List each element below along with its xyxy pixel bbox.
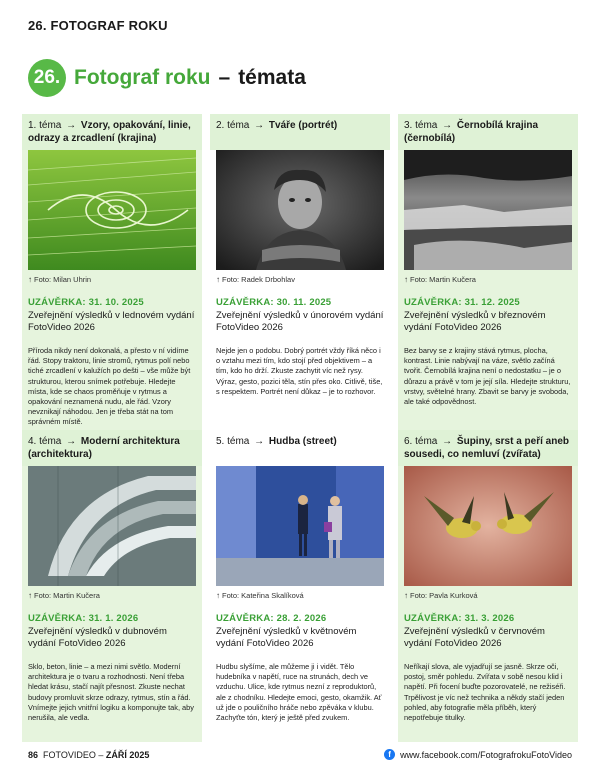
theme-heading: 6. téma → Šupiny, srst a peří aneb sousedi, co nemluví (zvířata) [398,430,578,466]
deadline: UZÁVĚRKA: 31. 1. 2026 [28,613,139,624]
deadline: UZÁVĚRKA: 31. 10. 2025 [28,297,144,308]
theme-heading: 5. téma → Hudba (street) [210,430,390,466]
title-dash: – [218,66,231,89]
deadline: UZÁVĚRKA: 28. 2. 2026 [216,613,327,624]
arrow-up-icon: ↑ [28,591,32,600]
photo-portrait [216,150,384,270]
footer-page-info: 86 FOTOVIDEO – ZÁŘÍ 2025 [28,750,150,760]
results-info: Zveřejnění výsledků v březnovém vydání FotoVideo 2026 [404,310,546,333]
results-info: Zveřejnění výsledků v květnovém vydání FotoVideo 2026 [216,626,357,649]
theme-description: Neříkají slova, ale vyjadřují se jasně. Skrze oči, postoj, směr pohledu. Zvířata v sobě nesou klid i napětí. Při focení buďte pozorovatelé, ne režiséři. Trpělivost je víc než technika a někdy stačí jeden pohled, aby fotografie měla příběh, který nepotřebuje titulky. [404,662,566,723]
theme-card-4 [22,430,202,742]
deadline: UZÁVĚRKA: 30. 11. 2025 [216,297,332,308]
photo-credit: ↑ Foto: Radek Drbohlav [216,275,295,284]
theme-card-2 [210,114,390,432]
photo-street-music [216,466,384,586]
number-badge: 26. [28,59,66,97]
deadline: UZÁVĚRKA: 31. 3. 2026 [404,613,515,624]
photo-birds [404,466,572,586]
arrow-up-icon: ↑ [404,591,408,600]
deadline: UZÁVĚRKA: 31. 12. 2025 [404,297,520,308]
theme-card-3 [398,114,578,432]
theme-description: Bez barvy se z krajiny stává rytmus, plocha, kontrast. Linie nabývají na váze, světlo začíná tvořit. Černobílá krajina není o nedostatku – je o důrazu a právě v tom je její síla. Hledejte strukturu, vrstvy, světelné hrany. Zbavit se barvy je svoboda, ale také odpovědnost. [404,346,571,407]
photo-credit: ↑ Foto: Martin Kučera [28,591,100,600]
theme-card-1 [22,114,202,432]
theme-heading: 3. téma → Černobílá krajina (černobílá) [398,114,578,150]
title-black: témata [238,66,306,89]
results-info: Zveřejnění výsledků v lednovém vydání FotoVideo 2026 [28,310,195,333]
section-header: 26. FOTOGRAF ROKU [28,18,168,33]
footer-link[interactable] [384,749,572,760]
arrow-up-icon: ↑ [216,275,220,284]
results-info: Zveřejnění výsledků v dubnovém vydání FotoVideo 2026 [28,626,167,649]
theme-card-5 [210,430,390,742]
theme-heading: 1. téma → Vzory, opakování, linie, odrazy a zrcadlení (krajina) [22,114,202,150]
page-title [28,58,306,98]
theme-description: Hudbu slyšíme, ale můžeme ji i vidět. Tělo hudebníka v napětí, ruce na strunách, dech ve vzduchu. Ulice, kde rytmus nezní z reproduktorů, ale z chodníku. Hledejte emoci, gesto, okamžik. Ať už jde o pouličního hráče nebo zpěváka v klubu. Zachyťte tón, který je ještě před zvukem. [216,662,382,723]
arrow-up-icon: ↑ [216,591,220,600]
theme-heading: 4. téma → Moderní architektura (architektura) [22,430,202,466]
results-info: Zveřejnění výsledků v únorovém vydání FotoVideo 2026 [216,310,384,333]
facebook-icon: f [384,749,395,760]
arrow-up-icon: ↑ [28,275,32,284]
photo-crop-circles [28,150,196,270]
theme-heading: 2. téma → Tváře (portrét) [210,114,390,150]
arrow-up-icon: ↑ [404,275,408,284]
photo-architecture [28,466,196,586]
theme-description: Nejde jen o podobu. Dobrý portrét vždy říká něco i o vztahu mezi tím, kdo stojí před objektivem – a tím, kdo ho drží. Zkuste zachytit víc než rysy. Výraz, gesto, pozici těla, stín přes oko. Citlivě, tiše, s respektem. Portrét není důkaz – je to rozhovor. [216,346,383,396]
photo-credit: ↑ Foto: Pavla Kurková [404,591,478,600]
theme-card-6 [398,430,578,742]
photo-credit: ↑ Foto: Milan Uhrin [28,275,92,284]
photo-credit: ↑ Foto: Martin Kučera [404,275,476,284]
results-info: Zveřejnění výsledků v červnovém vydání FotoVideo 2026 [404,626,545,649]
theme-description: Příroda nikdy není dokonalá, a přesto v ní vidíme řád. Stopy traktoru, linie stromů, rytmus polí nebo tiché zrcadlení v kalužích po dešti – vše může být strukturou, kterou snímek potřebuje. Hledejte místa, kde se chaos proměňuje v rytmus a opakování neznamená nudu, ale řád. Vzory nevznikají náhodou. Jen je třeba stát na tom správném místě. [28,346,191,427]
photo-bw-waterfall [404,150,572,270]
facebook-url[interactable]: www.facebook.com/FotografrokuFotoVideo [400,749,572,760]
photo-credit: ↑ Foto: Kateřina Skalíková [216,591,304,600]
theme-description: Sklo, beton, linie – a mezi nimi světlo. Moderní architektura je o tvaru a rozhodnosti. Není třeba hledat krásu, stačí najít přesnost. Zkuste nechat budovy promluvit skrze odrazy, rytmus, stín a řád. Vnímejte jejich vnitřní logiku a komponujte tak, aby nerušila, ale vedla. [28,662,194,723]
title-green: Fotograf roku [74,66,211,89]
